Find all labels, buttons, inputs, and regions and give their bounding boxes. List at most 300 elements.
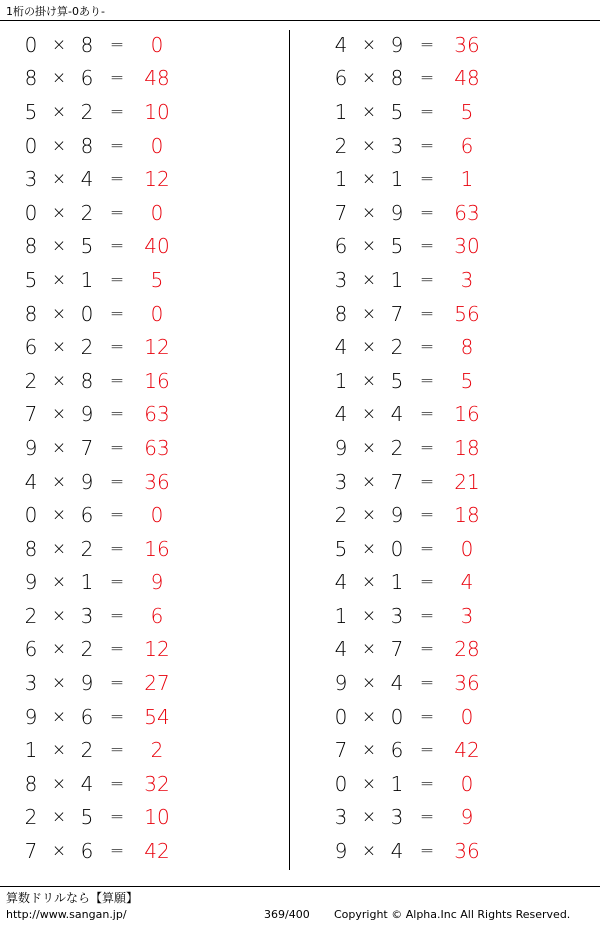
operand-1: 5: [24, 99, 38, 124]
operand-1: 1: [334, 99, 348, 124]
answer-value: 12: [144, 167, 170, 192]
answer-value: 10: [144, 805, 170, 830]
operand-2: 2: [80, 637, 94, 662]
problem-row: [328, 263, 600, 297]
answer-value: 0: [460, 771, 474, 796]
answer-value: 0: [460, 536, 474, 561]
equals-icon: =: [419, 639, 435, 660]
equals-icon: =: [419, 807, 435, 828]
problem-row: [328, 129, 600, 163]
answer-value: 18: [454, 435, 480, 460]
multiply-icon: ×: [51, 437, 67, 458]
answer-value: 27: [144, 671, 170, 696]
answer-value: 42: [454, 738, 480, 763]
operand-2: 5: [80, 805, 94, 830]
operand-2: 7: [390, 637, 404, 662]
answer-value: 16: [454, 402, 480, 427]
answer-value: 18: [454, 503, 480, 528]
problem-row: [18, 498, 300, 532]
answer-value: 63: [144, 402, 170, 427]
equals-icon: =: [109, 337, 125, 358]
equals-icon: =: [109, 135, 125, 156]
operand-2: 0: [390, 536, 404, 561]
answer-value: 0: [150, 133, 164, 158]
operand-1: 6: [24, 335, 38, 360]
equals-icon: =: [109, 706, 125, 727]
operand-2: 5: [80, 234, 94, 259]
operand-2: 9: [390, 200, 404, 225]
answer-value: 12: [144, 335, 170, 360]
problem-row: [18, 364, 300, 398]
operand-1: 9: [24, 435, 38, 460]
operand-1: 2: [24, 603, 38, 628]
answer-value: 42: [144, 839, 170, 864]
multiply-icon: ×: [361, 404, 377, 425]
page-footer: [0, 886, 600, 933]
operand-1: 1: [24, 738, 38, 763]
multiply-icon: ×: [361, 605, 377, 626]
answer-value: 0: [150, 200, 164, 225]
operand-2: 6: [80, 66, 94, 91]
operand-2: 2: [390, 435, 404, 460]
answer-value: 36: [144, 469, 170, 494]
answer-value: 63: [144, 435, 170, 460]
footer-divider: [0, 886, 600, 887]
equals-icon: =: [419, 572, 435, 593]
multiply-icon: ×: [51, 135, 67, 156]
multiply-icon: ×: [361, 34, 377, 55]
multiply-icon: ×: [361, 269, 377, 290]
operand-1: 1: [334, 368, 348, 393]
equals-icon: =: [109, 370, 125, 391]
answer-value: 0: [150, 301, 164, 326]
operand-1: 8: [24, 536, 38, 561]
problem-row: [18, 263, 300, 297]
equals-icon: =: [109, 404, 125, 425]
multiply-icon: ×: [361, 202, 377, 223]
operand-2: 2: [390, 335, 404, 360]
problem-row: [328, 532, 600, 566]
multiply-icon: ×: [51, 471, 67, 492]
operand-2: 3: [80, 603, 94, 628]
answer-value: 36: [454, 839, 480, 864]
equals-icon: =: [419, 740, 435, 761]
problem-row: [18, 162, 300, 196]
operand-2: 1: [80, 570, 94, 595]
equals-icon: =: [109, 169, 125, 190]
multiply-icon: ×: [361, 538, 377, 559]
equals-icon: =: [419, 169, 435, 190]
operand-1: 1: [334, 167, 348, 192]
problem-row: [18, 398, 300, 432]
equals-icon: =: [419, 68, 435, 89]
problem-row: [18, 196, 300, 230]
operand-1: 2: [334, 503, 348, 528]
problem-row: [328, 498, 600, 532]
operand-1: 9: [334, 435, 348, 460]
operand-2: 7: [80, 435, 94, 460]
operand-1: 0: [334, 771, 348, 796]
answer-value: 0: [150, 503, 164, 528]
operand-2: 2: [80, 536, 94, 561]
operand-2: 9: [390, 32, 404, 57]
answer-value: 16: [144, 536, 170, 561]
problem-row: [18, 733, 300, 767]
multiply-icon: ×: [361, 572, 377, 593]
problem-row: [328, 364, 600, 398]
operand-1: 6: [334, 66, 348, 91]
operand-1: 1: [334, 603, 348, 628]
answer-value: 6: [460, 133, 474, 158]
operand-1: 2: [334, 133, 348, 158]
multiply-icon: ×: [51, 169, 67, 190]
equals-icon: =: [109, 101, 125, 122]
equals-icon: =: [109, 841, 125, 862]
multiply-icon: ×: [51, 807, 67, 828]
equals-icon: =: [419, 269, 435, 290]
problem-row: [18, 700, 300, 734]
operand-1: 5: [334, 536, 348, 561]
operand-2: 6: [390, 738, 404, 763]
answer-value: 48: [144, 66, 170, 91]
equals-icon: =: [419, 135, 435, 156]
operand-1: 8: [334, 301, 348, 326]
operand-2: 8: [80, 133, 94, 158]
answer-value: 1: [460, 167, 474, 192]
equals-icon: =: [419, 236, 435, 257]
problem-row: [328, 162, 600, 196]
problem-row: [328, 330, 600, 364]
page-number: 369/400: [264, 908, 310, 921]
multiply-icon: ×: [51, 706, 67, 727]
answer-value: 21: [454, 469, 480, 494]
operand-1: 9: [334, 671, 348, 696]
problem-row: [328, 599, 600, 633]
answer-value: 30: [454, 234, 480, 259]
operand-1: 0: [24, 200, 38, 225]
multiply-icon: ×: [361, 370, 377, 391]
operand-2: 9: [80, 671, 94, 696]
equals-icon: =: [109, 303, 125, 324]
operand-2: 5: [390, 368, 404, 393]
answer-value: 9: [460, 805, 474, 830]
problem-row: [18, 532, 300, 566]
equals-icon: =: [109, 236, 125, 257]
operand-1: 7: [334, 200, 348, 225]
operand-1: 9: [334, 839, 348, 864]
answer-value: 63: [454, 200, 480, 225]
answer-value: 32: [144, 771, 170, 796]
multiply-icon: ×: [51, 404, 67, 425]
answer-value: 5: [460, 99, 474, 124]
operand-1: 4: [334, 335, 348, 360]
operand-2: 6: [80, 704, 94, 729]
site-url[interactable]: http://www.sangan.jp/: [6, 908, 127, 921]
problem-row: [328, 666, 600, 700]
operand-2: 8: [80, 32, 94, 57]
multiply-icon: ×: [361, 740, 377, 761]
multiply-icon: ×: [361, 471, 377, 492]
operand-2: 9: [390, 503, 404, 528]
problem-row: [328, 733, 600, 767]
equals-icon: =: [419, 202, 435, 223]
equals-icon: =: [109, 740, 125, 761]
operand-1: 4: [24, 469, 38, 494]
answer-value: 36: [454, 32, 480, 57]
answer-value: 3: [460, 267, 474, 292]
problem-row: [18, 28, 300, 62]
problem-row: [18, 767, 300, 801]
multiply-icon: ×: [361, 673, 377, 694]
operand-2: 8: [390, 66, 404, 91]
multiply-icon: ×: [51, 773, 67, 794]
problem-row: [328, 196, 600, 230]
problem-column-right: [300, 24, 600, 879]
answer-value: 4: [460, 570, 474, 595]
operand-2: 8: [80, 368, 94, 393]
problem-row: [328, 431, 600, 465]
multiply-icon: ×: [361, 773, 377, 794]
problem-row: [328, 230, 600, 264]
equals-icon: =: [109, 68, 125, 89]
brand-label: 算数ドリルなら【算願】: [6, 891, 139, 905]
problem-column-left: [0, 24, 300, 879]
problem-row: [328, 834, 600, 868]
equals-icon: =: [109, 505, 125, 526]
operand-1: 8: [24, 234, 38, 259]
equals-icon: =: [109, 437, 125, 458]
operand-1: 0: [24, 503, 38, 528]
operand-2: 3: [390, 603, 404, 628]
operand-2: 1: [390, 167, 404, 192]
answer-value: 5: [150, 267, 164, 292]
multiply-icon: ×: [361, 505, 377, 526]
multiply-icon: ×: [51, 673, 67, 694]
operand-2: 1: [390, 771, 404, 796]
multiply-icon: ×: [361, 807, 377, 828]
equals-icon: =: [419, 471, 435, 492]
multiply-icon: ×: [361, 236, 377, 257]
answer-value: 2: [150, 738, 164, 763]
answer-value: 6: [150, 603, 164, 628]
multiply-icon: ×: [361, 337, 377, 358]
answer-value: 48: [454, 66, 480, 91]
problem-row: [328, 465, 600, 499]
problem-row: [18, 129, 300, 163]
operand-1: 3: [24, 167, 38, 192]
equals-icon: =: [109, 572, 125, 593]
operand-2: 5: [390, 99, 404, 124]
problem-row: [328, 398, 600, 432]
answer-value: 3: [460, 603, 474, 628]
answer-value: 8: [460, 335, 474, 360]
answer-value: 12: [144, 637, 170, 662]
equals-icon: =: [419, 303, 435, 324]
multiply-icon: ×: [361, 437, 377, 458]
operand-1: 6: [24, 637, 38, 662]
copyright-notice: Copyright © Alpha.Inc All Rights Reserved.: [334, 908, 571, 921]
problem-row: [328, 566, 600, 600]
operand-1: 3: [334, 267, 348, 292]
page-title: 1桁の掛け算-0あり-: [6, 5, 105, 18]
problem-row: [328, 801, 600, 835]
equals-icon: =: [419, 437, 435, 458]
multiply-icon: ×: [361, 101, 377, 122]
equals-icon: =: [419, 370, 435, 391]
answer-value: 54: [144, 704, 170, 729]
multiply-icon: ×: [51, 639, 67, 660]
equals-icon: =: [109, 773, 125, 794]
multiply-icon: ×: [51, 34, 67, 55]
operand-1: 4: [334, 402, 348, 427]
equals-icon: =: [109, 639, 125, 660]
problem-row: [18, 801, 300, 835]
equals-icon: =: [109, 605, 125, 626]
problem-row: [328, 95, 600, 129]
problem-row: [18, 230, 300, 264]
multiply-icon: ×: [361, 68, 377, 89]
problem-row: [328, 28, 600, 62]
operand-2: 0: [80, 301, 94, 326]
multiply-icon: ×: [51, 370, 67, 391]
problem-columns: [0, 24, 600, 879]
equals-icon: =: [109, 202, 125, 223]
multiply-icon: ×: [51, 202, 67, 223]
problem-row: [18, 95, 300, 129]
operand-1: 2: [24, 368, 38, 393]
operand-2: 1: [80, 267, 94, 292]
problem-row: [18, 431, 300, 465]
operand-2: 9: [80, 469, 94, 494]
problem-row: [18, 297, 300, 331]
operand-2: 4: [390, 402, 404, 427]
equals-icon: =: [419, 706, 435, 727]
equals-icon: =: [419, 34, 435, 55]
operand-2: 6: [80, 503, 94, 528]
multiply-icon: ×: [51, 841, 67, 862]
equals-icon: =: [109, 807, 125, 828]
problem-row: [18, 330, 300, 364]
equals-icon: =: [109, 538, 125, 559]
equals-icon: =: [419, 605, 435, 626]
multiply-icon: ×: [51, 505, 67, 526]
multiply-icon: ×: [51, 269, 67, 290]
equals-icon: =: [419, 773, 435, 794]
answer-value: 0: [150, 32, 164, 57]
multiply-icon: ×: [361, 706, 377, 727]
answer-value: 56: [454, 301, 480, 326]
operand-1: 0: [24, 133, 38, 158]
operand-2: 4: [80, 167, 94, 192]
operand-2: 7: [390, 301, 404, 326]
multiply-icon: ×: [51, 337, 67, 358]
problem-row: [18, 599, 300, 633]
problem-row: [328, 297, 600, 331]
answer-value: 9: [150, 570, 164, 595]
operand-1: 8: [24, 66, 38, 91]
answer-value: 0: [460, 704, 474, 729]
multiply-icon: ×: [51, 236, 67, 257]
operand-1: 9: [24, 704, 38, 729]
operand-1: 4: [334, 32, 348, 57]
answer-value: 40: [144, 234, 170, 259]
operand-2: 0: [390, 704, 404, 729]
multiply-icon: ×: [361, 135, 377, 156]
equals-icon: =: [419, 337, 435, 358]
operand-2: 7: [390, 469, 404, 494]
operand-1: 0: [334, 704, 348, 729]
operand-2: 3: [390, 805, 404, 830]
operand-2: 1: [390, 267, 404, 292]
multiply-icon: ×: [51, 538, 67, 559]
multiply-icon: ×: [361, 169, 377, 190]
equals-icon: =: [109, 269, 125, 290]
problem-row: [328, 633, 600, 667]
header-divider: [0, 20, 600, 21]
operand-2: 5: [390, 234, 404, 259]
equals-icon: =: [419, 673, 435, 694]
equals-icon: =: [109, 34, 125, 55]
multiply-icon: ×: [361, 639, 377, 660]
answer-value: 10: [144, 99, 170, 124]
equals-icon: =: [419, 841, 435, 862]
multiply-icon: ×: [51, 740, 67, 761]
operand-1: 3: [24, 671, 38, 696]
operand-2: 4: [390, 671, 404, 696]
operand-2: 2: [80, 335, 94, 360]
problem-row: [18, 465, 300, 499]
operand-1: 7: [24, 402, 38, 427]
operand-1: 6: [334, 234, 348, 259]
operand-1: 9: [24, 570, 38, 595]
multiply-icon: ×: [51, 605, 67, 626]
problem-row: [328, 767, 600, 801]
operand-1: 5: [24, 267, 38, 292]
equals-icon: =: [109, 471, 125, 492]
operand-2: 4: [80, 771, 94, 796]
multiply-icon: ×: [51, 101, 67, 122]
operand-1: 3: [334, 805, 348, 830]
column-divider: [289, 30, 290, 870]
answer-value: 5: [460, 368, 474, 393]
problem-row: [18, 566, 300, 600]
problem-row: [328, 700, 600, 734]
problem-row: [18, 633, 300, 667]
operand-2: 3: [390, 133, 404, 158]
equals-icon: =: [419, 404, 435, 425]
operand-2: 9: [80, 402, 94, 427]
operand-2: 2: [80, 738, 94, 763]
multiply-icon: ×: [51, 68, 67, 89]
operand-1: 8: [24, 301, 38, 326]
equals-icon: =: [419, 538, 435, 559]
operand-2: 4: [390, 839, 404, 864]
operand-1: 8: [24, 771, 38, 796]
equals-icon: =: [419, 505, 435, 526]
answer-value: 36: [454, 671, 480, 696]
operand-1: 7: [334, 738, 348, 763]
operand-1: 2: [24, 805, 38, 830]
multiply-icon: ×: [361, 841, 377, 862]
operand-2: 2: [80, 99, 94, 124]
problem-row: [328, 62, 600, 96]
operand-1: 0: [24, 32, 38, 57]
problem-row: [18, 834, 300, 868]
multiply-icon: ×: [51, 303, 67, 324]
problem-row: [18, 62, 300, 96]
operand-1: 4: [334, 637, 348, 662]
problem-row: [18, 666, 300, 700]
